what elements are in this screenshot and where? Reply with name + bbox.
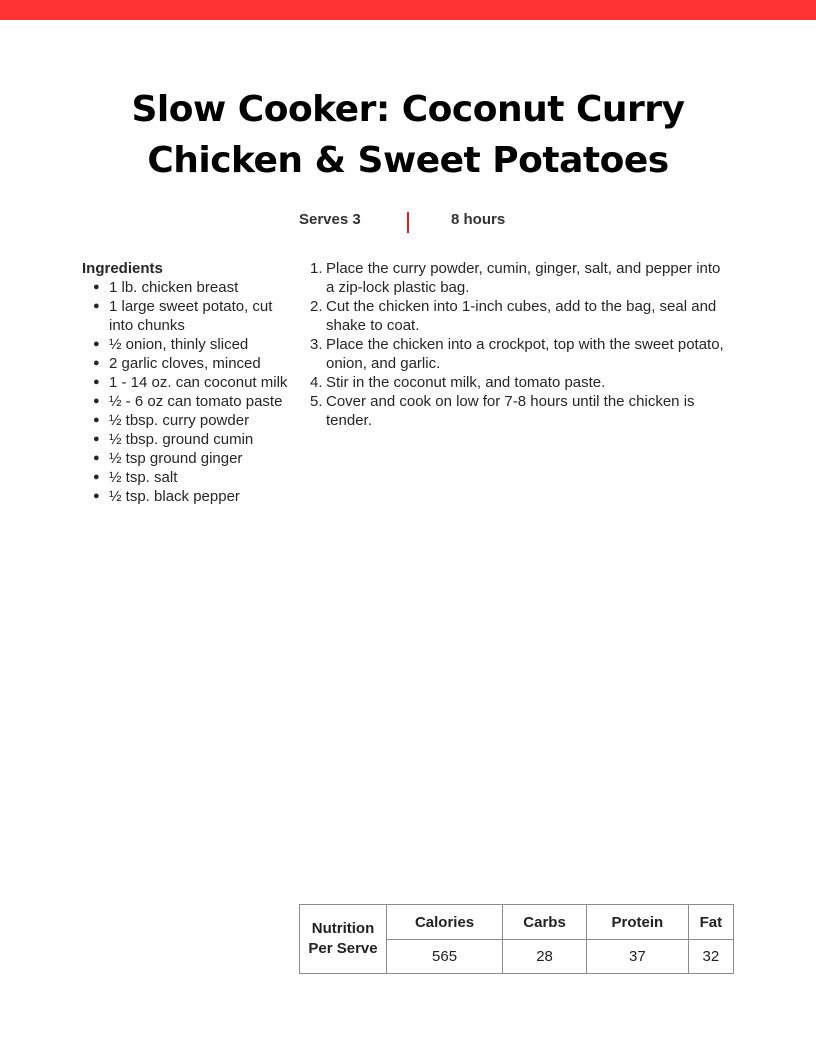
- bullet-icon: ●: [93, 490, 100, 502]
- calories-header: Calories: [387, 905, 503, 940]
- ingredient-item: ● 1 lb. chicken breast: [93, 279, 239, 296]
- step-number: 3.: [310, 336, 323, 353]
- instructions-list: [299, 259, 729, 430]
- carbs-value: 28: [503, 940, 587, 974]
- step-number: 5.: [310, 393, 323, 410]
- recipe-title-line-1: Slow Cooker: Coconut Curry: [131, 89, 685, 130]
- recipe-title-line-2: Chicken & Sweet Potatoes: [147, 140, 669, 181]
- ingredient-item: ● ½ tbsp. curry powder: [93, 412, 250, 429]
- instruction-step: 3. Place the chicken into a crockpot, top with the sweet potato, onion, and garlic.: [310, 336, 724, 372]
- top-accent-bar: [0, 0, 816, 20]
- instruction-step: 5. Cover and cook on low for 7-8 hours until the chicken is tender.: [310, 393, 695, 429]
- instruction-step: 1. Place the curry powder, cumin, ginger, salt, and pepper into a zip-lock plastic bag.: [310, 260, 721, 296]
- ingredient-item: ● ½ tsp. black pepper: [93, 488, 240, 505]
- ingredient-item: ● ½ onion, thinly sliced: [93, 336, 249, 353]
- ingredient-item: ● ½ tbsp. ground cumin: [93, 431, 254, 448]
- ingredients-heading: Ingredients: [82, 260, 163, 277]
- bullet-icon: ●: [93, 376, 100, 388]
- table-row: [300, 905, 734, 940]
- instruction-step: 2. Cut the chicken into 1-inch cubes, add to the bag, seal and shake to coat.: [310, 298, 717, 334]
- bullet-icon: ●: [93, 357, 100, 369]
- bullet-icon: ●: [93, 414, 100, 426]
- ingredient-item: ● ½ tsp ground ginger: [93, 450, 243, 467]
- step-number: 2.: [310, 298, 323, 315]
- protein-value: 37: [587, 940, 689, 974]
- recipe-title: [60, 84, 756, 186]
- ingredient-item: ● 2 garlic cloves, minced: [93, 355, 261, 372]
- carbs-header: Carbs: [503, 905, 587, 940]
- calories-value: 565: [387, 940, 503, 974]
- ingredient-item: ● ½ - 6 oz can tomato paste: [93, 393, 283, 410]
- protein-header: Protein: [587, 905, 689, 940]
- bullet-icon: ●: [93, 338, 100, 350]
- instruction-step: 4. Stir in the coconut milk, and tomato paste.: [310, 374, 606, 391]
- meta-divider: [407, 212, 409, 233]
- bullet-icon: ●: [93, 471, 100, 483]
- nutrition-table: [299, 904, 734, 974]
- ingredients-section: [82, 259, 292, 506]
- ingredients-list: [82, 278, 292, 506]
- bullet-icon: ●: [93, 452, 100, 464]
- nutrition-label: Nutrition Per Serve: [300, 905, 387, 974]
- cook-time-label: 8 hours: [451, 211, 506, 228]
- step-number: 4.: [310, 374, 323, 391]
- bullet-icon: ●: [93, 300, 100, 312]
- ingredient-item: ● 1 large sweet potato, cut into chunks: [93, 298, 273, 334]
- fat-header: Fat: [688, 905, 733, 940]
- bullet-icon: ●: [93, 281, 100, 293]
- serves-label: Serves 3: [299, 211, 361, 228]
- fat-value: 32: [688, 940, 733, 974]
- step-number: 1.: [310, 260, 323, 277]
- bullet-icon: ●: [93, 395, 100, 407]
- bullet-icon: ●: [93, 433, 100, 445]
- ingredient-item: ● ½ tsp. salt: [93, 469, 178, 486]
- ingredient-item: ● 1 - 14 oz. can coconut milk: [93, 374, 288, 391]
